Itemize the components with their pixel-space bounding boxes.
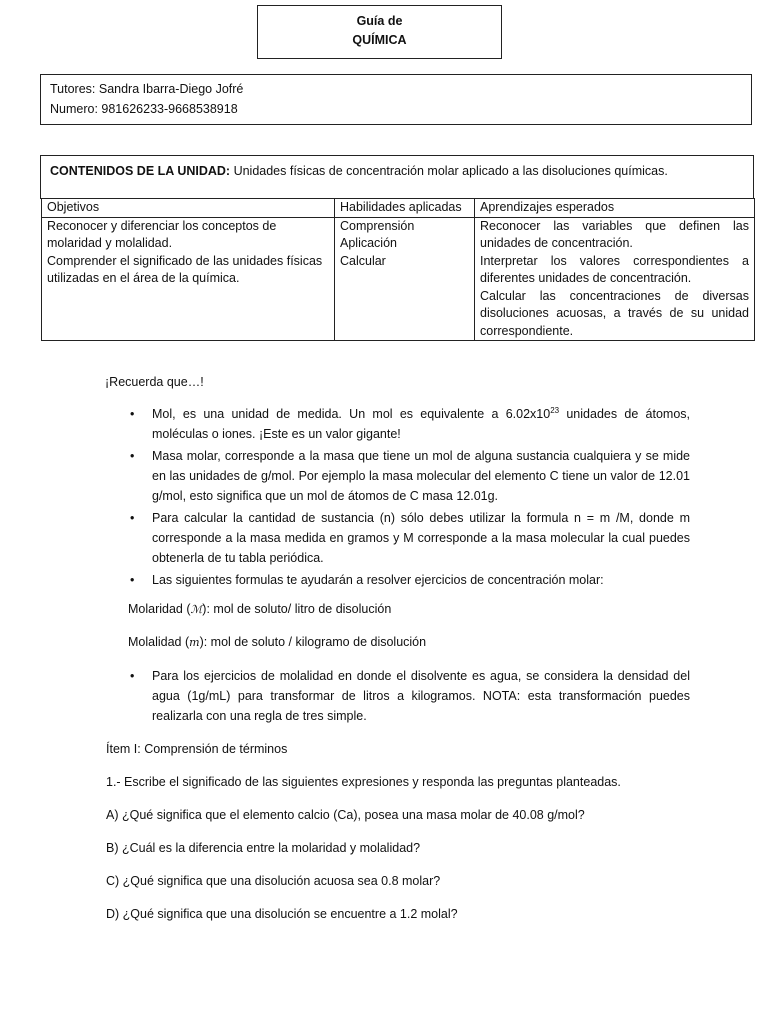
molaridad-formula <box>128 599 688 620</box>
molaridad-label: Molaridad ( <box>128 602 191 616</box>
objetivo-item: Comprender el significado de las unidades físicas utilizadas en el área de la química. <box>47 253 323 285</box>
molalidad-symbol: m <box>189 636 200 649</box>
bullet-mol-text: Mol, es una unidad de medida. Un mol es equivalente a 6.02x10 <box>152 407 551 421</box>
molalidad-definition: ): mol de soluto / kilogramo de disolución <box>199 635 427 649</box>
item-instruction: 1.- Escribe el significado de las siguientes expresiones y responda las preguntas planteadas. <box>106 775 621 789</box>
question-b: B) ¿Cuál es la diferencia entre la molaridad y molalidad? <box>106 841 421 855</box>
title-line-1: Guía de <box>356 14 403 28</box>
tutors-line: Tutores: Sandra Ibarra-Diego Jofré <box>50 82 244 96</box>
recuerda-bullets <box>128 404 690 592</box>
table-row <box>42 217 755 341</box>
aprendizaje-item: Interpretar los valores correspondientes a diferentes unidades de concentración. <box>480 253 749 285</box>
habilidades-cell <box>335 217 475 341</box>
objetivo-item: Reconocer y diferenciar los conceptos de molaridad y molalidad. <box>47 218 277 250</box>
aprendizajes-cell <box>475 217 755 341</box>
aprendizaje-item: Reconocer las variables que definen las unidades de concentración. <box>480 218 749 250</box>
tutors-box <box>40 74 752 125</box>
unit-text: Unidades físicas de concentración molar aplicado a las disoluciones químicas. <box>230 164 668 178</box>
title-box <box>257 5 502 59</box>
title-line-2: QUÍMICA <box>352 33 407 47</box>
header-habilidades: Habilidades aplicadas <box>335 199 475 218</box>
question-c: C) ¿Qué significa que una disolución acuosa sea 0.8 molar? <box>106 874 441 888</box>
item-title: Ítem I: Comprensión de términos <box>106 742 288 756</box>
bullet-cantidad-sustancia: • Para calcular la cantidad de sustancia (n) sólo debes utilizar la formula n = m /M, donde m corresponde a la masa medida en gramos y M corresponde a la masa molecular la cual puedes obtenerla de tu tabla periódica. <box>128 508 690 568</box>
aprendizaje-item: Calcular las concentraciones de diversas disoluciones acuosas, a través de su unidad correspondiente. <box>480 288 749 338</box>
bullet-molalidad-agua: • Para los ejercicios de molalidad en donde el disolvente es agua, se considera la densidad del agua (1g/mL) para transformar de litros a kilogramos. NOTA: esta transformación puedes realizarla con una regla de tres simple. <box>128 666 690 726</box>
unit-label: CONTENIDOS DE LA UNIDAD: <box>50 164 231 178</box>
table-header-row <box>42 199 755 218</box>
bullet-mol <box>128 404 690 444</box>
header-aprendizajes: Aprendizajes esperados <box>475 199 755 218</box>
bullet-masa-molar: • Masa molar, corresponde a la masa que tiene un mol de alguna sustancia cualquiera y se mide en las unidades de g/mol. Por ejemplo la masa molecular del elemento C tiene un valor de 12.01 g/mol, esto significa que un mol de átomos de C masa 12.01g. <box>128 446 690 506</box>
habilidad-item: Comprensión <box>340 218 415 233</box>
header-objetivos: Objetivos <box>42 199 335 218</box>
unit-contents-box <box>40 155 754 199</box>
exponent: 23 <box>550 405 560 415</box>
objectives-table <box>41 198 755 341</box>
molaridad-symbol: ℳ <box>190 603 203 616</box>
question-a: A) ¿Qué significa que el elemento calcio (Ca), posea una masa molar de 40.08 g/mol? <box>106 808 585 822</box>
objetivos-cell <box>42 217 335 341</box>
molalidad-label: Molalidad ( <box>128 635 190 649</box>
bullet-formulas: • Las siguientes formulas te ayudarán a resolver ejercicios de concentración molar: <box>128 570 690 590</box>
number-line: Numero: 981626233-9668538918 <box>50 102 238 116</box>
habilidad-item: Aplicación <box>340 236 397 250</box>
molalidad-formula <box>128 632 688 653</box>
recuerda-heading: ¡Recuerda que…! <box>105 375 204 389</box>
molalidad-note-list <box>128 666 690 728</box>
bullet-mol-text-end: unidades de átomos, moléculas o iones. ¡Este es un valor gigante! <box>152 407 690 441</box>
molaridad-definition: ): mol de soluto/ litro de disolución <box>202 602 392 616</box>
habilidad-item: Calcular <box>340 253 386 268</box>
question-d: D) ¿Qué significa que una disolución se encuentre a 1.2 molal? <box>106 907 458 921</box>
